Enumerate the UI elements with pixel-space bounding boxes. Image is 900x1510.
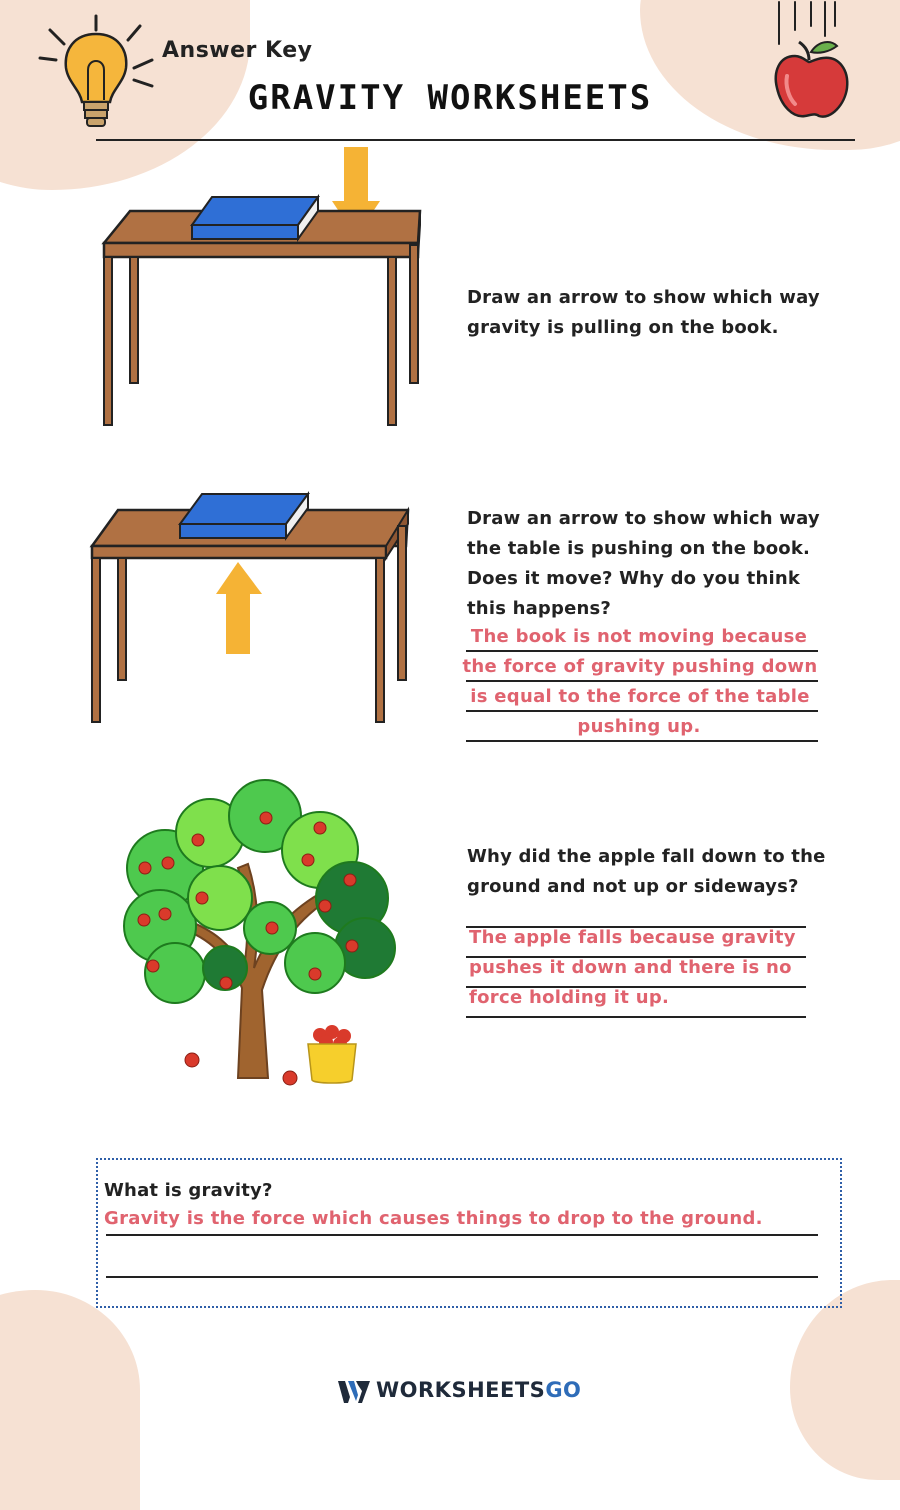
q3-answer-line-3: force holding it up.	[469, 987, 670, 1008]
q2-answer-line-4: pushing up.	[577, 716, 701, 737]
q2-answer-line-3: is equal to the force of the table	[470, 686, 810, 707]
question3-text: Why did the apple fall down to the ground and not up or sideways?	[467, 846, 826, 897]
question2-text: Draw an arrow to show which way the table is pushing on the book. Does it move? Why do you think this happens?	[467, 508, 820, 619]
question4-text: What is gravity?	[104, 1180, 273, 1201]
q2-answer-line-1: The book is not moving because	[470, 626, 808, 647]
normal-force-arrow-head	[216, 562, 262, 594]
answer-line	[106, 1234, 818, 1236]
answer-line	[466, 1016, 806, 1018]
answer-key-label: Answer Key	[162, 38, 313, 63]
q2-answer-line-2: the force of gravity pushing down	[462, 656, 818, 677]
answer-line	[466, 650, 818, 652]
decor-blob-bottom-left	[0, 1290, 140, 1510]
table-book-up-arrow-illustration	[88, 490, 418, 730]
answer-line	[466, 740, 818, 742]
header-divider	[96, 139, 855, 141]
answer-line	[466, 680, 818, 682]
q3-answer-line-2: pushes it down and there is no	[469, 957, 792, 978]
question1-text: Draw an arrow to show which way gravity is pulling on the book.	[467, 287, 820, 338]
worksheetsgo-logo-icon	[338, 1381, 370, 1403]
table-book-down-arrow-illustration	[100, 145, 430, 430]
gravity-arrow-shaft	[344, 147, 368, 203]
page-title: GRAVITY WORKSHEETS	[247, 78, 653, 118]
answer-line	[466, 710, 818, 712]
apple-tree-illustration	[120, 778, 405, 1093]
brand-logo: WORKSHEETSGO	[376, 1378, 582, 1402]
normal-force-arrow-shaft	[226, 592, 250, 654]
answer-line	[106, 1276, 818, 1278]
q4-answer: Gravity is the force which causes things to drop to the ground.	[104, 1208, 763, 1229]
q3-answer-line-1: The apple falls because gravity	[469, 927, 796, 948]
decor-blob-bottom-right	[790, 1280, 900, 1480]
